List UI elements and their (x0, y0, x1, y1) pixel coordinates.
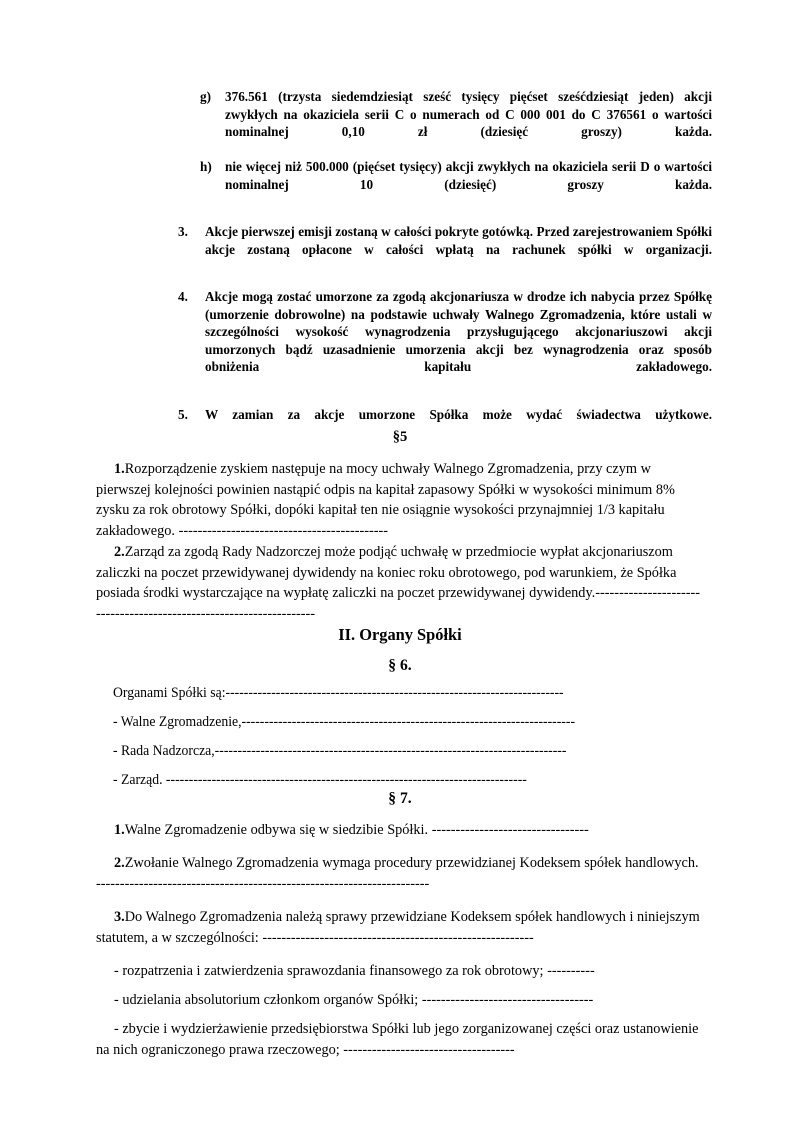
section-5-paragraph-1 (96, 459, 700, 541)
section-5-paragraph-1-number: 1. (114, 461, 125, 477)
section-6-heading: § 6. (388, 657, 412, 674)
section-7-sub-item-1-text: - rozpatrzenia i zatwierdzenia sprawozdania finansowego za rok obrotowy; (114, 963, 548, 979)
section-7-paragraph-2-number: 2. (114, 855, 125, 871)
lettered-item-g-text: 376.561 (trzysta siedemdziesiąt sześć tysięcy pięćset sześćdziesiąt jeden) akcji zwykłych na okaziciela serii C o numerach od C 000 001 do C 376561 o wartości nominalnej 0,10 zł (dziesięć groszy) każda. (225, 89, 712, 140)
section-7-paragraph-1-text: Walne Zgromadzenie odbywa się w siedzibie Spółki. (124, 822, 432, 838)
lettered-item-g (178, 88, 712, 158)
section-7-paragraph-1-dashes: --------------------------------- (431, 822, 589, 838)
part-2-title: II. Organy Spółki (338, 625, 462, 644)
section-5-paragraph-2-number: 2. (114, 544, 125, 560)
section-6-item-2 (113, 741, 685, 761)
section-7-sub-item-1-dashes: ---------- (547, 963, 595, 979)
section-7-paragraph-2-text: Zwołanie Walnego Zgromadzenia wymaga procedury przewidzianej Kodeksem spółek handlowych. (124, 855, 699, 871)
section-7-sub-item-2-dashes: ------------------------------------ (421, 992, 594, 1008)
section-7-heading: § 7. (388, 790, 412, 807)
section-7-paragraph-1-number: 1. (114, 822, 125, 838)
section-7-paragraph-1 (96, 820, 700, 841)
section-7-paragraph-3-text: Do Walnego Zgromadzenia należą sprawy przewidziane Kodeksem spółek handlowych i niniejszym statutem, a w szczególności: (96, 909, 700, 946)
section-7-sub-item-3-dashes: ------------------------------------ (343, 1041, 515, 1058)
section-5-paragraph-2-text: Zarząd za zgodą Rady Nadzorczej może podjąć uchwałę w przedmiocie wypłat akcjonariuszom zaliczki na poczet przewidywanej dywidendy na koniec roku obrotowego, pod warunkiem, że Spółka posiada środki wystarczające na wypłatę zaliczki na poczet przewidywanej dywidendy. (96, 544, 677, 602)
section-6-item-3 (113, 770, 685, 790)
section-5-heading: §5 (392, 429, 408, 445)
section-5-paragraph-1-text: Rozporządzenie zyskiem następuje na mocy uchwały Walnego Zgromadzenia, przy czym w pierwszej kolejności powinien nastąpić odpis na kapitał zapasowy Spółki w wysokości minimum 8% zysku za rok obrotowy Spółki, dopóki kapitał ten nie osiągnie wysokości przynajmniej 1/3 kapitału zakładowego. (96, 461, 675, 539)
section-7-sub-item-3-text: - zbycie i wydzierżawienie przedsiębiorstwa Spółki lub jego zorganizowanej części oraz ustanowienie na nich ograniczonego prawa rzeczowego; (96, 1021, 699, 1058)
section-6-item-3-text: - Zarząd. (113, 772, 166, 788)
section-5-paragraph-1-dashes: -------------------------------------------- (178, 522, 389, 539)
section-5-paragraph-2-dashes: -------------------------------------------------------------------- (96, 585, 701, 622)
section-7-paragraph-3-number: 3. (114, 909, 125, 925)
lettered-item-h (178, 158, 712, 211)
section-7-sub-item-3 (96, 1019, 700, 1060)
section-6-item-2-dashes: ----------------------------------------------------------------------------- (214, 743, 567, 759)
section-7-paragraph-2-dashes: ---------------------------------------------------------------------- (96, 875, 430, 892)
numbered-item-4 (178, 288, 712, 394)
numbered-item-3 (178, 223, 712, 276)
section-7-paragraph-3 (96, 907, 700, 948)
numbered-item-3-marker: 3. (178, 224, 188, 240)
section-7-sub-item-1 (96, 961, 700, 982)
capital-clauses-block (178, 88, 712, 441)
lettered-item-h-text: nie więcej niż 500.000 (pięćset tysięcy) akcji zwykłych na okaziciela serii D o wartości nominalnej 10 (dziesięć) groszy każda. (225, 159, 712, 192)
section-6-item-3-dashes: ------------------------------------------------------------------------------- (165, 772, 527, 788)
lettered-item-g-marker: g) (200, 89, 211, 104)
section-6-intro-dashes: -------------------------------------------------------------------------- (225, 685, 564, 701)
numbered-item-4-marker: 4. (178, 288, 188, 304)
section-6-item-1-text: - Walne Zgromadzenie, (113, 714, 242, 730)
numbered-item-3-text: Akcje pierwszej emisji zostaną w całości pokryte gotówką. Przed zarejestrowaniem Spółki akcje zostaną opłacone w całości wpłatą na rachunek spółki w organizacji. (205, 224, 712, 257)
lettered-item-h-marker: h) (200, 159, 212, 175)
section-7-sub-item-2-text: - udzielania absolutorium członkom organów Spółki; (114, 992, 422, 1008)
numbered-item-4-text: Akcje mogą zostać umorzone za zgodą akcjonariusza w drodze ich nabycia przez Spółkę (umorzenie dobrowolne) na podstawie uchwały Walnego Zgromadzenia, które ustali w szczególności wysokość wynagrodzenia przysługującego akcjonariuszowi akcji umorzonych bądź uzasadnienie umorzenia akcji bez wynagrodzenia oraz sposób obniżenia kapitału zakładowego. (205, 288, 712, 375)
section-7-sub-item-2 (96, 990, 700, 1011)
section-6-item-1-dashes: ------------------------------------------------------------------------- (241, 714, 576, 730)
section-7-paragraph-3-dashes: --------------------------------------------------------- (262, 929, 534, 946)
section-6-item-1 (113, 712, 685, 732)
section-7-paragraph-2 (96, 853, 700, 894)
numbered-item-5-text: W zamian za akcje umorzone Spółka może wydać świadectwa użytkowe. (205, 406, 712, 422)
section-6-item-2-text: - Rada Nadzorcza, (113, 743, 215, 759)
numbered-item-5-marker: 5. (178, 406, 188, 422)
section-5-paragraph-2 (96, 542, 700, 624)
section-6-intro (113, 683, 685, 703)
section-6-intro-text: Organami Spółki są: (113, 685, 226, 701)
